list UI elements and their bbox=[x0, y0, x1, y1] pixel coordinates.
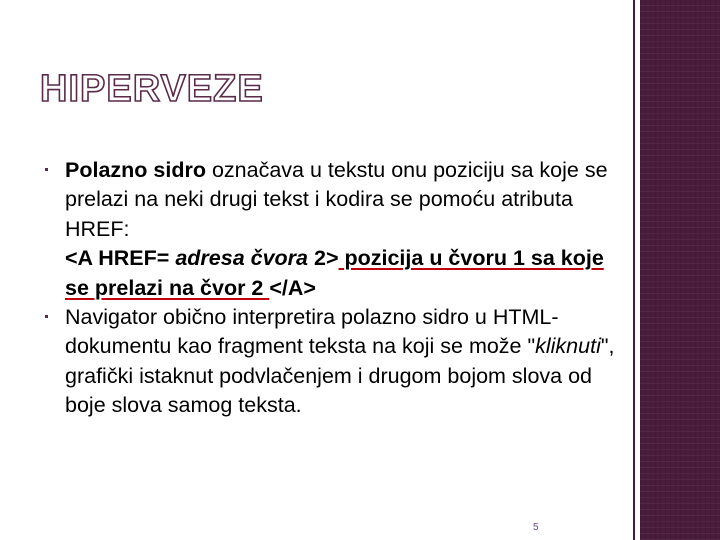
hyperlink-text[interactable]: pozicija u čvoru 1 sa koje se prelazi na čvor 2 bbox=[65, 246, 604, 300]
code-after: 2> bbox=[308, 246, 339, 271]
bullet-list bbox=[45, 156, 615, 421]
bold-lead: Polazno sidro bbox=[65, 158, 206, 182]
code-close: </A> bbox=[269, 275, 316, 300]
bullet-text bbox=[65, 303, 615, 421]
bullet-icon bbox=[45, 315, 48, 318]
side-decorative-panel bbox=[640, 0, 720, 540]
bullet-body-end: ", grafički istaknut podvlačenjem i drugom bojom slova od boje slova samog teksta. bbox=[65, 334, 615, 418]
code-italic: adresa čvora bbox=[175, 246, 309, 271]
italic-word: kliknuti bbox=[535, 334, 601, 359]
bullet-body: označava u tekstu onu poziciju sa koje se prelazi na neki drugi tekst i kodira se pomoću atributa HREF: bbox=[65, 158, 608, 241]
bullet-item-polazno-sidro bbox=[45, 156, 615, 303]
bullet-item-navigator bbox=[45, 303, 615, 421]
bullet-body: Navigator obično interpretira polazno sidro u HTML-dokumentu kao fragment teksta na koji se može " bbox=[65, 305, 559, 359]
side-divider-line bbox=[633, 0, 635, 540]
page-number: 5 bbox=[533, 522, 539, 533]
bullet-icon bbox=[45, 168, 48, 171]
code-open: <A HREF= bbox=[65, 246, 176, 271]
slide-title: HIPERVEZE bbox=[40, 68, 264, 110]
bullet-text bbox=[65, 156, 615, 303]
